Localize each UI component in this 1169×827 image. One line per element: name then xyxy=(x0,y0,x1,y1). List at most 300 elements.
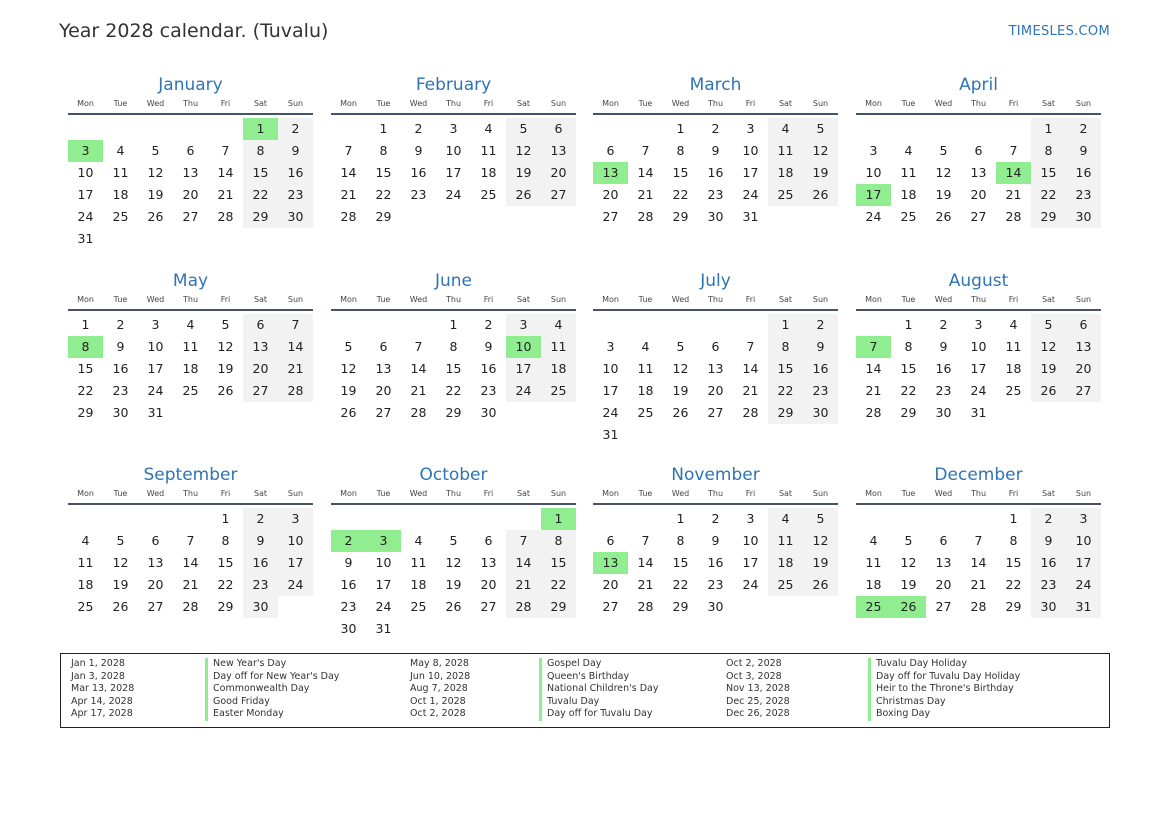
calendar-day[interactable]: 24 xyxy=(506,380,541,402)
calendar-day[interactable]: 5 xyxy=(151,143,160,158)
calendar-day[interactable]: 4 xyxy=(768,508,803,530)
calendar-day[interactable]: 22 xyxy=(217,577,234,592)
calendar-day[interactable]: 10 xyxy=(278,530,313,552)
calendar-day[interactable]: 9 xyxy=(711,533,720,548)
calendar-day[interactable]: 31 xyxy=(1066,596,1101,618)
calendar-day[interactable]: 2 xyxy=(803,314,838,336)
calendar-day[interactable]: 14 xyxy=(970,555,987,570)
calendar-day[interactable]: 21 xyxy=(637,577,654,592)
calendar-day[interactable]: 23 xyxy=(1031,574,1066,596)
calendar-day[interactable]: 7 xyxy=(344,143,353,158)
calendar-day[interactable]: 15 xyxy=(243,162,278,184)
calendar-day[interactable]: 13 xyxy=(935,555,952,570)
calendar-day[interactable]: 24 xyxy=(1066,574,1101,596)
calendar-day[interactable]: 11 xyxy=(77,555,94,570)
calendar-day[interactable]: 11 xyxy=(768,140,803,162)
calendar-day[interactable]: 11 xyxy=(1005,339,1022,354)
calendar-day[interactable]: 7 xyxy=(641,533,650,548)
calendar-day[interactable]: 17 xyxy=(742,555,759,570)
calendar-day[interactable]: 26 xyxy=(803,574,838,596)
calendar-day[interactable]: 3 xyxy=(449,121,458,136)
calendar-day[interactable]: 18 xyxy=(77,577,94,592)
calendar-day[interactable]: 10 xyxy=(375,555,392,570)
calendar-day[interactable]: 23 xyxy=(278,184,313,206)
calendar-day[interactable]: 2 xyxy=(711,511,720,526)
calendar-day[interactable]: 29 xyxy=(445,405,462,420)
calendar-day[interactable]: 4 xyxy=(81,533,90,548)
calendar-day[interactable]: 8 xyxy=(243,140,278,162)
calendar-day[interactable]: 2 xyxy=(1031,508,1066,530)
calendar-day[interactable]: 25 xyxy=(541,380,576,402)
calendar-day[interactable]: 13 xyxy=(1066,336,1101,358)
calendar-day[interactable]: 12 xyxy=(340,361,357,376)
calendar-day[interactable]: 18 xyxy=(865,577,882,592)
calendar-day[interactable]: 15 xyxy=(445,361,462,376)
calendar-day[interactable]: 25 xyxy=(768,574,803,596)
calendar-day[interactable]: 8 xyxy=(379,143,388,158)
calendar-day[interactable]: 14 xyxy=(865,361,882,376)
calendar-day[interactable]: 16 xyxy=(410,165,427,180)
calendar-day[interactable]: 12 xyxy=(217,339,234,354)
calendar-day[interactable]: 21 xyxy=(742,383,759,398)
calendar-day[interactable]: 26 xyxy=(506,184,541,206)
calendar-day[interactable]: 7 xyxy=(1009,143,1018,158)
calendar-day[interactable]: 4 xyxy=(904,143,913,158)
calendar-day[interactable]: 3 xyxy=(606,339,615,354)
calendar-day[interactable]: 29 xyxy=(77,405,94,420)
calendar-day[interactable]: 15 xyxy=(77,361,94,376)
calendar-day[interactable]: 17 xyxy=(77,187,94,202)
calendar-day[interactable]: 24 xyxy=(970,383,987,398)
calendar-day[interactable]: 22 xyxy=(768,380,803,402)
calendar-day[interactable]: 28 xyxy=(217,209,234,224)
calendar-day[interactable]: 13 xyxy=(243,336,278,358)
calendar-day[interactable]: 22 xyxy=(672,187,689,202)
calendar-day[interactable]: 12 xyxy=(506,140,541,162)
calendar-day[interactable]: 7 xyxy=(974,533,983,548)
calendar-day[interactable]: 27 xyxy=(147,599,164,614)
calendar-day[interactable]: 13 xyxy=(707,361,724,376)
calendar-day[interactable]: 27 xyxy=(707,405,724,420)
calendar-day[interactable]: 15 xyxy=(217,555,234,570)
calendar-day[interactable]: 31 xyxy=(77,231,94,246)
calendar-day[interactable]: 19 xyxy=(340,383,357,398)
calendar-day[interactable]: 20 xyxy=(480,577,497,592)
calendar-day[interactable]: 24 xyxy=(602,405,619,420)
calendar-day[interactable]: 3 xyxy=(746,121,755,136)
calendar-day[interactable]: 29 xyxy=(672,599,689,614)
calendar-day[interactable]: 19 xyxy=(672,383,689,398)
calendar-day[interactable]: 25 xyxy=(182,383,199,398)
holiday-day[interactable]: 13 xyxy=(593,552,628,574)
calendar-day[interactable]: 24 xyxy=(77,209,94,224)
holiday-day[interactable]: 26 xyxy=(891,596,926,618)
holiday-day[interactable]: 14 xyxy=(996,162,1031,184)
calendar-day[interactable]: 7 xyxy=(278,314,313,336)
calendar-day[interactable]: 29 xyxy=(243,206,278,228)
calendar-day[interactable]: 25 xyxy=(77,599,94,614)
calendar-day[interactable]: 5 xyxy=(803,508,838,530)
calendar-day[interactable]: 27 xyxy=(602,209,619,224)
calendar-day[interactable]: 21 xyxy=(865,383,882,398)
calendar-day[interactable]: 10 xyxy=(445,143,462,158)
calendar-day[interactable]: 23 xyxy=(803,380,838,402)
calendar-day[interactable]: 3 xyxy=(869,143,878,158)
calendar-day[interactable]: 23 xyxy=(935,383,952,398)
calendar-day[interactable]: 29 xyxy=(768,402,803,424)
calendar-day[interactable]: 23 xyxy=(1066,184,1101,206)
calendar-day[interactable]: 23 xyxy=(480,383,497,398)
calendar-day[interactable]: 26 xyxy=(112,599,129,614)
calendar-day[interactable]: 23 xyxy=(410,187,427,202)
calendar-day[interactable]: 2 xyxy=(243,508,278,530)
calendar-day[interactable]: 31 xyxy=(742,209,759,224)
calendar-day[interactable]: 24 xyxy=(375,599,392,614)
calendar-day[interactable]: 21 xyxy=(182,577,199,592)
calendar-day[interactable]: 9 xyxy=(711,143,720,158)
calendar-day[interactable]: 12 xyxy=(803,140,838,162)
calendar-day[interactable]: 28 xyxy=(506,596,541,618)
calendar-day[interactable]: 16 xyxy=(278,162,313,184)
calendar-day[interactable]: 2 xyxy=(278,118,313,140)
calendar-day[interactable]: 18 xyxy=(410,577,427,592)
calendar-day[interactable]: 17 xyxy=(742,165,759,180)
calendar-day[interactable]: 6 xyxy=(939,533,948,548)
calendar-day[interactable]: 12 xyxy=(935,165,952,180)
calendar-day[interactable]: 21 xyxy=(970,577,987,592)
calendar-day[interactable]: 26 xyxy=(147,209,164,224)
calendar-day[interactable]: 19 xyxy=(900,577,917,592)
calendar-day[interactable]: 8 xyxy=(1031,140,1066,162)
calendar-day[interactable]: 30 xyxy=(340,621,357,636)
calendar-day[interactable]: 8 xyxy=(768,336,803,358)
calendar-day[interactable]: 16 xyxy=(1066,162,1101,184)
calendar-day[interactable]: 30 xyxy=(707,209,724,224)
holiday-day[interactable]: 17 xyxy=(856,184,891,206)
calendar-day[interactable]: 1 xyxy=(768,314,803,336)
calendar-day[interactable]: 3 xyxy=(974,317,983,332)
calendar-day[interactable]: 24 xyxy=(865,209,882,224)
calendar-day[interactable]: 18 xyxy=(900,187,917,202)
calendar-day[interactable]: 13 xyxy=(541,140,576,162)
calendar-day[interactable]: 21 xyxy=(1005,187,1022,202)
calendar-day[interactable]: 12 xyxy=(112,555,129,570)
calendar-day[interactable]: 19 xyxy=(147,187,164,202)
calendar-day[interactable]: 12 xyxy=(803,530,838,552)
calendar-day[interactable]: 21 xyxy=(278,358,313,380)
calendar-day[interactable]: 30 xyxy=(935,405,952,420)
calendar-day[interactable]: 10 xyxy=(602,361,619,376)
calendar-day[interactable]: 8 xyxy=(541,530,576,552)
calendar-day[interactable]: 29 xyxy=(217,599,234,614)
calendar-day[interactable]: 16 xyxy=(340,577,357,592)
calendar-day[interactable]: 22 xyxy=(243,184,278,206)
calendar-day[interactable]: 4 xyxy=(414,533,423,548)
calendar-day[interactable]: 1 xyxy=(676,121,685,136)
calendar-day[interactable]: 19 xyxy=(803,162,838,184)
calendar-day[interactable]: 2 xyxy=(484,317,493,332)
calendar-day[interactable]: 30 xyxy=(707,599,724,614)
calendar-day[interactable]: 9 xyxy=(803,336,838,358)
calendar-day[interactable]: 28 xyxy=(278,380,313,402)
calendar-day[interactable]: 23 xyxy=(340,599,357,614)
calendar-day[interactable]: 1 xyxy=(904,317,913,332)
calendar-day[interactable]: 14 xyxy=(506,552,541,574)
calendar-day[interactable]: 10 xyxy=(147,339,164,354)
holiday-day[interactable]: 8 xyxy=(68,336,103,358)
calendar-day[interactable]: 2 xyxy=(116,317,125,332)
calendar-day[interactable]: 31 xyxy=(602,427,619,442)
calendar-day[interactable]: 9 xyxy=(344,555,353,570)
calendar-day[interactable]: 11 xyxy=(112,165,129,180)
calendar-day[interactable]: 28 xyxy=(182,599,199,614)
calendar-day[interactable]: 16 xyxy=(480,361,497,376)
calendar-day[interactable]: 12 xyxy=(900,555,917,570)
calendar-day[interactable]: 4 xyxy=(641,339,650,354)
calendar-day[interactable]: 5 xyxy=(116,533,125,548)
calendar-day[interactable]: 27 xyxy=(935,599,952,614)
calendar-day[interactable]: 26 xyxy=(340,405,357,420)
calendar-day[interactable]: 15 xyxy=(1031,162,1066,184)
calendar-day[interactable]: 21 xyxy=(340,187,357,202)
calendar-day[interactable]: 6 xyxy=(243,314,278,336)
calendar-day[interactable]: 16 xyxy=(1031,552,1066,574)
calendar-day[interactable]: 23 xyxy=(707,187,724,202)
calendar-day[interactable]: 22 xyxy=(541,574,576,596)
calendar-day[interactable]: 20 xyxy=(182,187,199,202)
calendar-day[interactable]: 30 xyxy=(1066,206,1101,228)
calendar-day[interactable]: 24 xyxy=(278,574,313,596)
calendar-day[interactable]: 12 xyxy=(1031,336,1066,358)
calendar-day[interactable]: 30 xyxy=(243,596,278,618)
calendar-day[interactable]: 25 xyxy=(768,184,803,206)
calendar-day[interactable]: 20 xyxy=(707,383,724,398)
calendar-day[interactable]: 19 xyxy=(1031,358,1066,380)
calendar-day[interactable]: 3 xyxy=(1066,508,1101,530)
calendar-day[interactable]: 29 xyxy=(1005,599,1022,614)
calendar-day[interactable]: 27 xyxy=(1066,380,1101,402)
calendar-day[interactable]: 31 xyxy=(375,621,392,636)
calendar-day[interactable]: 30 xyxy=(803,402,838,424)
calendar-day[interactable]: 25 xyxy=(637,405,654,420)
calendar-day[interactable]: 4 xyxy=(186,317,195,332)
calendar-day[interactable]: 30 xyxy=(112,405,129,420)
calendar-day[interactable]: 20 xyxy=(541,162,576,184)
calendar-day[interactable]: 29 xyxy=(672,209,689,224)
calendar-day[interactable]: 3 xyxy=(506,314,541,336)
calendar-day[interactable]: 28 xyxy=(637,209,654,224)
calendar-day[interactable]: 14 xyxy=(217,165,234,180)
calendar-day[interactable]: 27 xyxy=(375,405,392,420)
calendar-day[interactable]: 28 xyxy=(340,209,357,224)
holiday-day[interactable]: 13 xyxy=(593,162,628,184)
holiday-day[interactable]: 3 xyxy=(366,530,401,552)
holiday-day[interactable]: 10 xyxy=(506,336,541,358)
calendar-day[interactable]: 26 xyxy=(445,599,462,614)
holiday-day[interactable]: 1 xyxy=(541,508,576,530)
calendar-day[interactable]: 18 xyxy=(480,165,497,180)
calendar-day[interactable]: 12 xyxy=(672,361,689,376)
calendar-day[interactable]: 4 xyxy=(484,121,493,136)
calendar-day[interactable]: 14 xyxy=(278,336,313,358)
calendar-day[interactable]: 14 xyxy=(182,555,199,570)
calendar-day[interactable]: 20 xyxy=(970,187,987,202)
calendar-day[interactable]: 10 xyxy=(865,165,882,180)
calendar-day[interactable]: 14 xyxy=(742,361,759,376)
calendar-day[interactable]: 16 xyxy=(803,358,838,380)
calendar-day[interactable]: 31 xyxy=(147,405,164,420)
calendar-day[interactable]: 15 xyxy=(375,165,392,180)
calendar-day[interactable]: 14 xyxy=(637,165,654,180)
calendar-day[interactable]: 29 xyxy=(541,596,576,618)
calendar-day[interactable]: 18 xyxy=(182,361,199,376)
calendar-day[interactable]: 15 xyxy=(1005,555,1022,570)
calendar-day[interactable]: 17 xyxy=(445,165,462,180)
calendar-day[interactable]: 8 xyxy=(1009,533,1018,548)
calendar-day[interactable]: 20 xyxy=(243,358,278,380)
calendar-day[interactable]: 20 xyxy=(375,383,392,398)
calendar-day[interactable]: 12 xyxy=(445,555,462,570)
calendar-day[interactable]: 9 xyxy=(939,339,948,354)
calendar-day[interactable]: 4 xyxy=(768,118,803,140)
calendar-day[interactable]: 9 xyxy=(243,530,278,552)
calendar-day[interactable]: 6 xyxy=(484,533,493,548)
calendar-day[interactable]: 28 xyxy=(742,405,759,420)
calendar-day[interactable]: 17 xyxy=(602,383,619,398)
calendar-day[interactable]: 26 xyxy=(803,184,838,206)
calendar-day[interactable]: 8 xyxy=(904,339,913,354)
calendar-day[interactable]: 15 xyxy=(672,165,689,180)
calendar-day[interactable]: 16 xyxy=(707,555,724,570)
calendar-day[interactable]: 27 xyxy=(541,184,576,206)
calendar-day[interactable]: 15 xyxy=(672,555,689,570)
calendar-day[interactable]: 19 xyxy=(445,577,462,592)
calendar-day[interactable]: 21 xyxy=(217,187,234,202)
calendar-day[interactable]: 13 xyxy=(970,165,987,180)
calendar-day[interactable]: 31 xyxy=(970,405,987,420)
calendar-day[interactable]: 4 xyxy=(1009,317,1018,332)
calendar-day[interactable]: 4 xyxy=(869,533,878,548)
calendar-day[interactable]: 8 xyxy=(676,143,685,158)
calendar-day[interactable]: 18 xyxy=(541,358,576,380)
calendar-day[interactable]: 6 xyxy=(541,118,576,140)
calendar-day[interactable]: 16 xyxy=(243,552,278,574)
calendar-day[interactable]: 9 xyxy=(414,143,423,158)
calendar-day[interactable]: 5 xyxy=(676,339,685,354)
calendar-day[interactable]: 20 xyxy=(602,577,619,592)
calendar-day[interactable]: 19 xyxy=(803,552,838,574)
calendar-day[interactable]: 27 xyxy=(480,599,497,614)
calendar-day[interactable]: 8 xyxy=(676,533,685,548)
calendar-day[interactable]: 2 xyxy=(939,317,948,332)
calendar-day[interactable]: 11 xyxy=(768,530,803,552)
calendar-day[interactable]: 29 xyxy=(1031,206,1066,228)
calendar-day[interactable]: 9 xyxy=(278,140,313,162)
calendar-day[interactable]: 26 xyxy=(672,405,689,420)
calendar-day[interactable]: 20 xyxy=(935,577,952,592)
holiday-day[interactable]: 7 xyxy=(856,336,891,358)
calendar-day[interactable]: 14 xyxy=(340,165,357,180)
calendar-day[interactable]: 30 xyxy=(480,405,497,420)
calendar-day[interactable]: 10 xyxy=(1066,530,1101,552)
calendar-day[interactable]: 22 xyxy=(672,577,689,592)
calendar-day[interactable]: 19 xyxy=(217,361,234,376)
calendar-day[interactable]: 24 xyxy=(742,187,759,202)
calendar-day[interactable]: 22 xyxy=(375,187,392,202)
calendar-day[interactable]: 17 xyxy=(970,361,987,376)
calendar-day[interactable]: 15 xyxy=(900,361,917,376)
calendar-day[interactable]: 29 xyxy=(375,209,392,224)
calendar-day[interactable]: 16 xyxy=(935,361,952,376)
calendar-day[interactable]: 15 xyxy=(541,552,576,574)
calendar-day[interactable]: 9 xyxy=(484,339,493,354)
calendar-day[interactable]: 17 xyxy=(506,358,541,380)
calendar-day[interactable]: 6 xyxy=(711,339,720,354)
calendar-day[interactable]: 24 xyxy=(742,577,759,592)
calendar-day[interactable]: 22 xyxy=(77,383,94,398)
calendar-day[interactable]: 14 xyxy=(410,361,427,376)
calendar-day[interactable]: 8 xyxy=(449,339,458,354)
calendar-day[interactable]: 26 xyxy=(217,383,234,398)
calendar-day[interactable]: 20 xyxy=(602,187,619,202)
calendar-day[interactable]: 30 xyxy=(278,206,313,228)
holiday-day[interactable]: 1 xyxy=(243,118,278,140)
calendar-day[interactable]: 18 xyxy=(768,552,803,574)
calendar-day[interactable]: 2 xyxy=(711,121,720,136)
calendar-day[interactable]: 11 xyxy=(865,555,882,570)
calendar-day[interactable]: 1 xyxy=(81,317,90,332)
calendar-day[interactable]: 28 xyxy=(637,599,654,614)
calendar-day[interactable]: 29 xyxy=(900,405,917,420)
calendar-day[interactable]: 24 xyxy=(147,383,164,398)
calendar-day[interactable]: 1 xyxy=(221,511,230,526)
calendar-day[interactable]: 2 xyxy=(414,121,423,136)
calendar-day[interactable]: 17 xyxy=(147,361,164,376)
calendar-day[interactable]: 20 xyxy=(147,577,164,592)
calendar-day[interactable]: 6 xyxy=(606,533,615,548)
calendar-day[interactable]: 19 xyxy=(935,187,952,202)
calendar-day[interactable]: 24 xyxy=(445,187,462,202)
calendar-day[interactable]: 16 xyxy=(112,361,129,376)
calendar-day[interactable]: 5 xyxy=(449,533,458,548)
calendar-day[interactable]: 23 xyxy=(707,577,724,592)
calendar-day[interactable]: 5 xyxy=(803,118,838,140)
calendar-day[interactable]: 12 xyxy=(147,165,164,180)
calendar-day[interactable]: 11 xyxy=(480,143,497,158)
calendar-day[interactable]: 5 xyxy=(506,118,541,140)
calendar-day[interactable]: 25 xyxy=(900,209,917,224)
holiday-day[interactable]: 2 xyxy=(331,530,366,552)
calendar-day[interactable]: 9 xyxy=(1066,140,1101,162)
calendar-day[interactable]: 8 xyxy=(221,533,230,548)
calendar-day[interactable]: 15 xyxy=(768,358,803,380)
calendar-day[interactable]: 17 xyxy=(278,552,313,574)
calendar-day[interactable]: 25 xyxy=(410,599,427,614)
calendar-day[interactable]: 22 xyxy=(1031,184,1066,206)
calendar-day[interactable]: 28 xyxy=(865,405,882,420)
calendar-day[interactable]: 1 xyxy=(379,121,388,136)
holiday-day[interactable]: 25 xyxy=(856,596,891,618)
calendar-day[interactable]: 10 xyxy=(77,165,94,180)
calendar-day[interactable]: 28 xyxy=(410,405,427,420)
calendar-day[interactable]: 13 xyxy=(182,165,199,180)
calendar-day[interactable]: 27 xyxy=(243,380,278,402)
calendar-day[interactable]: 5 xyxy=(939,143,948,158)
calendar-day[interactable]: 17 xyxy=(1066,552,1101,574)
calendar-day[interactable]: 28 xyxy=(1005,209,1022,224)
calendar-day[interactable]: 25 xyxy=(112,209,129,224)
calendar-day[interactable]: 1 xyxy=(1009,511,1018,526)
